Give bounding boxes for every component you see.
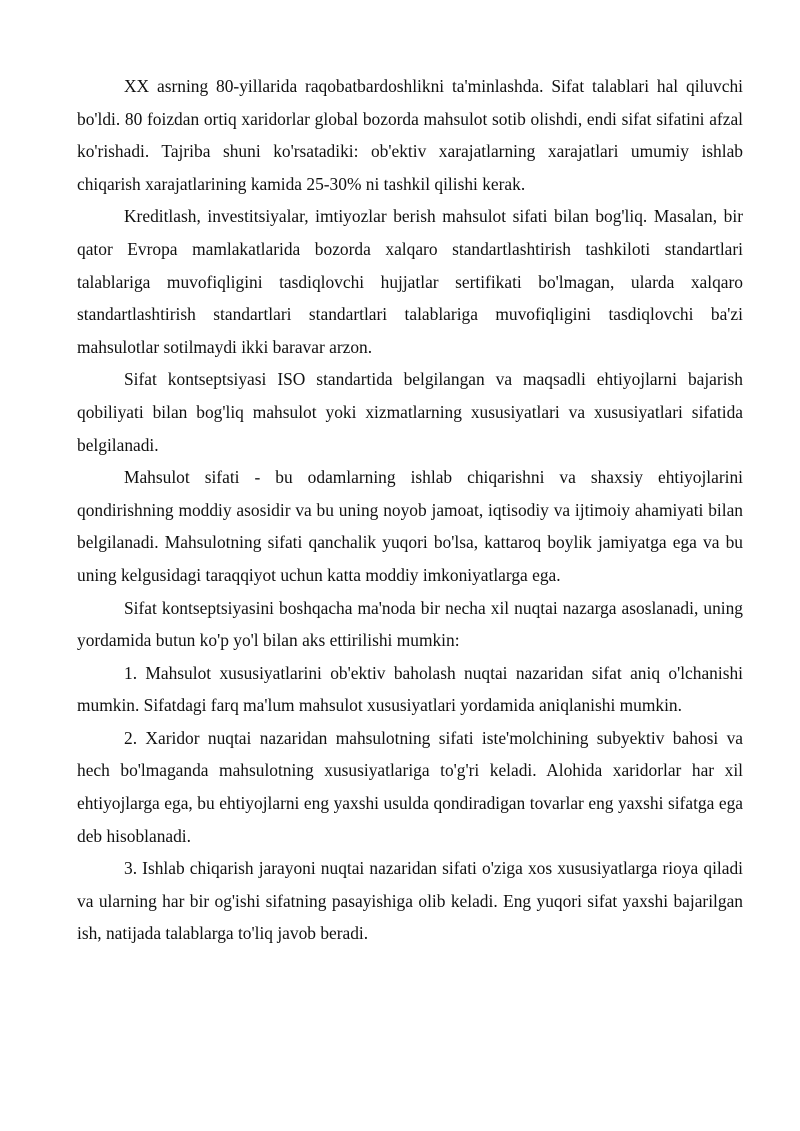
document-page — [77, 70, 743, 950]
paragraph-crediting: Kreditlash, investitsiyalar, imtiyozlar berish mahsulot sifati bilan bog'liq. Masalan, bir qator Evropa mamlakatlarida bozorda xalqaro standartlashtirish tashkiloti standartlari talablariga muvofiqligini tasdiqlovchi hujjatlar sertifikati bo'lmagan, ularda xalqaro standartlashtirish standartlari standartlari talablariga muvofiqligini tasdiqlovchi ba'zi mahsulotlar sotilmaydi ikki baravar arzon. — [77, 206, 743, 357]
list-item-production-viewpoint: 3. Ishlab chiqarish jarayoni nuqtai nazaridan sifati o'ziga xos xususiyatlarga rioya qiladi va ularning har bir og'ishi sifatning pasayishiga olib keladi. Eng yuqori sifat yaxshi bajarilgan ish, natijada talablarga to'liq javob beradi. — [77, 858, 743, 944]
paragraph-viewpoints-intro: Sifat kontseptsiyasini boshqacha ma'noda bir necha xil nuqtai nazarga asoslanadi, uning yordamida butun ko'p yo'l bilan aks ettirilishi mumkin: — [77, 597, 743, 651]
list-item-buyer-viewpoint: 2. Xaridor nuqtai nazaridan mahsulotning sifati iste'molchining subyektiv bahosi va hech bo'lmaganda mahsulotning xususiyatlariga to'g'ri keladi. Alohida xaridorlar har xil ehtiyojlarga ega, bu ehtiyojlarni eng yaxshi usulda qondiradigan tovarlar eng yaxshi sifatga ega deb hisoblanadi. — [77, 727, 743, 846]
paragraph-competitiveness: XX asrning 80-yillarida raqobatbardoshlikni ta'minlashda. Sifat talablari hal qiluvchi bo'ldi. 80 foizdan ortiq xaridorlar global bozorda mahsulot sotib olishdi, endi sifat sifatini afzal ko'rishadi. Tajriba shuni ko'rsatadiki: ob'ektiv xarajatlarning xarajatlari umumiy ishlab chiqarish xarajatlarining kamida 25-30% ni tashkil qilishi kerak. — [77, 76, 743, 194]
paragraph-product-quality: Mahsulot sifati - bu odamlarning ishlab chiqarishni va shaxsiy ehtiyojlarini qondirishning moddiy asosidir va bu uning noyob jamoat, iqtisodiy va ijtimoiy ahamiyati bilan belgilanadi. Mahsulotning sifati qanchalik yuqori bo'lsa, kattaroq boylik jamiyatga ega va bu uning kelgusidagi taraqqiyot uchun katta moddiy imkoniyatlarga ega. — [77, 467, 743, 585]
list-item-objective-evaluation: 1. Mahsulot xususiyatlarini ob'ektiv baholash nuqtai nazaridan sifat aniq o'lchanishi mumkin. Sifatdagi farq ma'lum mahsulot xususiyatlari yordamida aniqlanishi mumkin. — [77, 662, 743, 716]
paragraph-iso-concept: Sifat kontseptsiyasi ISO standartida belgilangan va maqsadli ehtiyojlarni bajarish qobiliyati bilan bog'liq mahsulot yoki xizmatlarning xususiyatlari va xususiyatlari sifatida belgilanadi. — [77, 369, 743, 455]
